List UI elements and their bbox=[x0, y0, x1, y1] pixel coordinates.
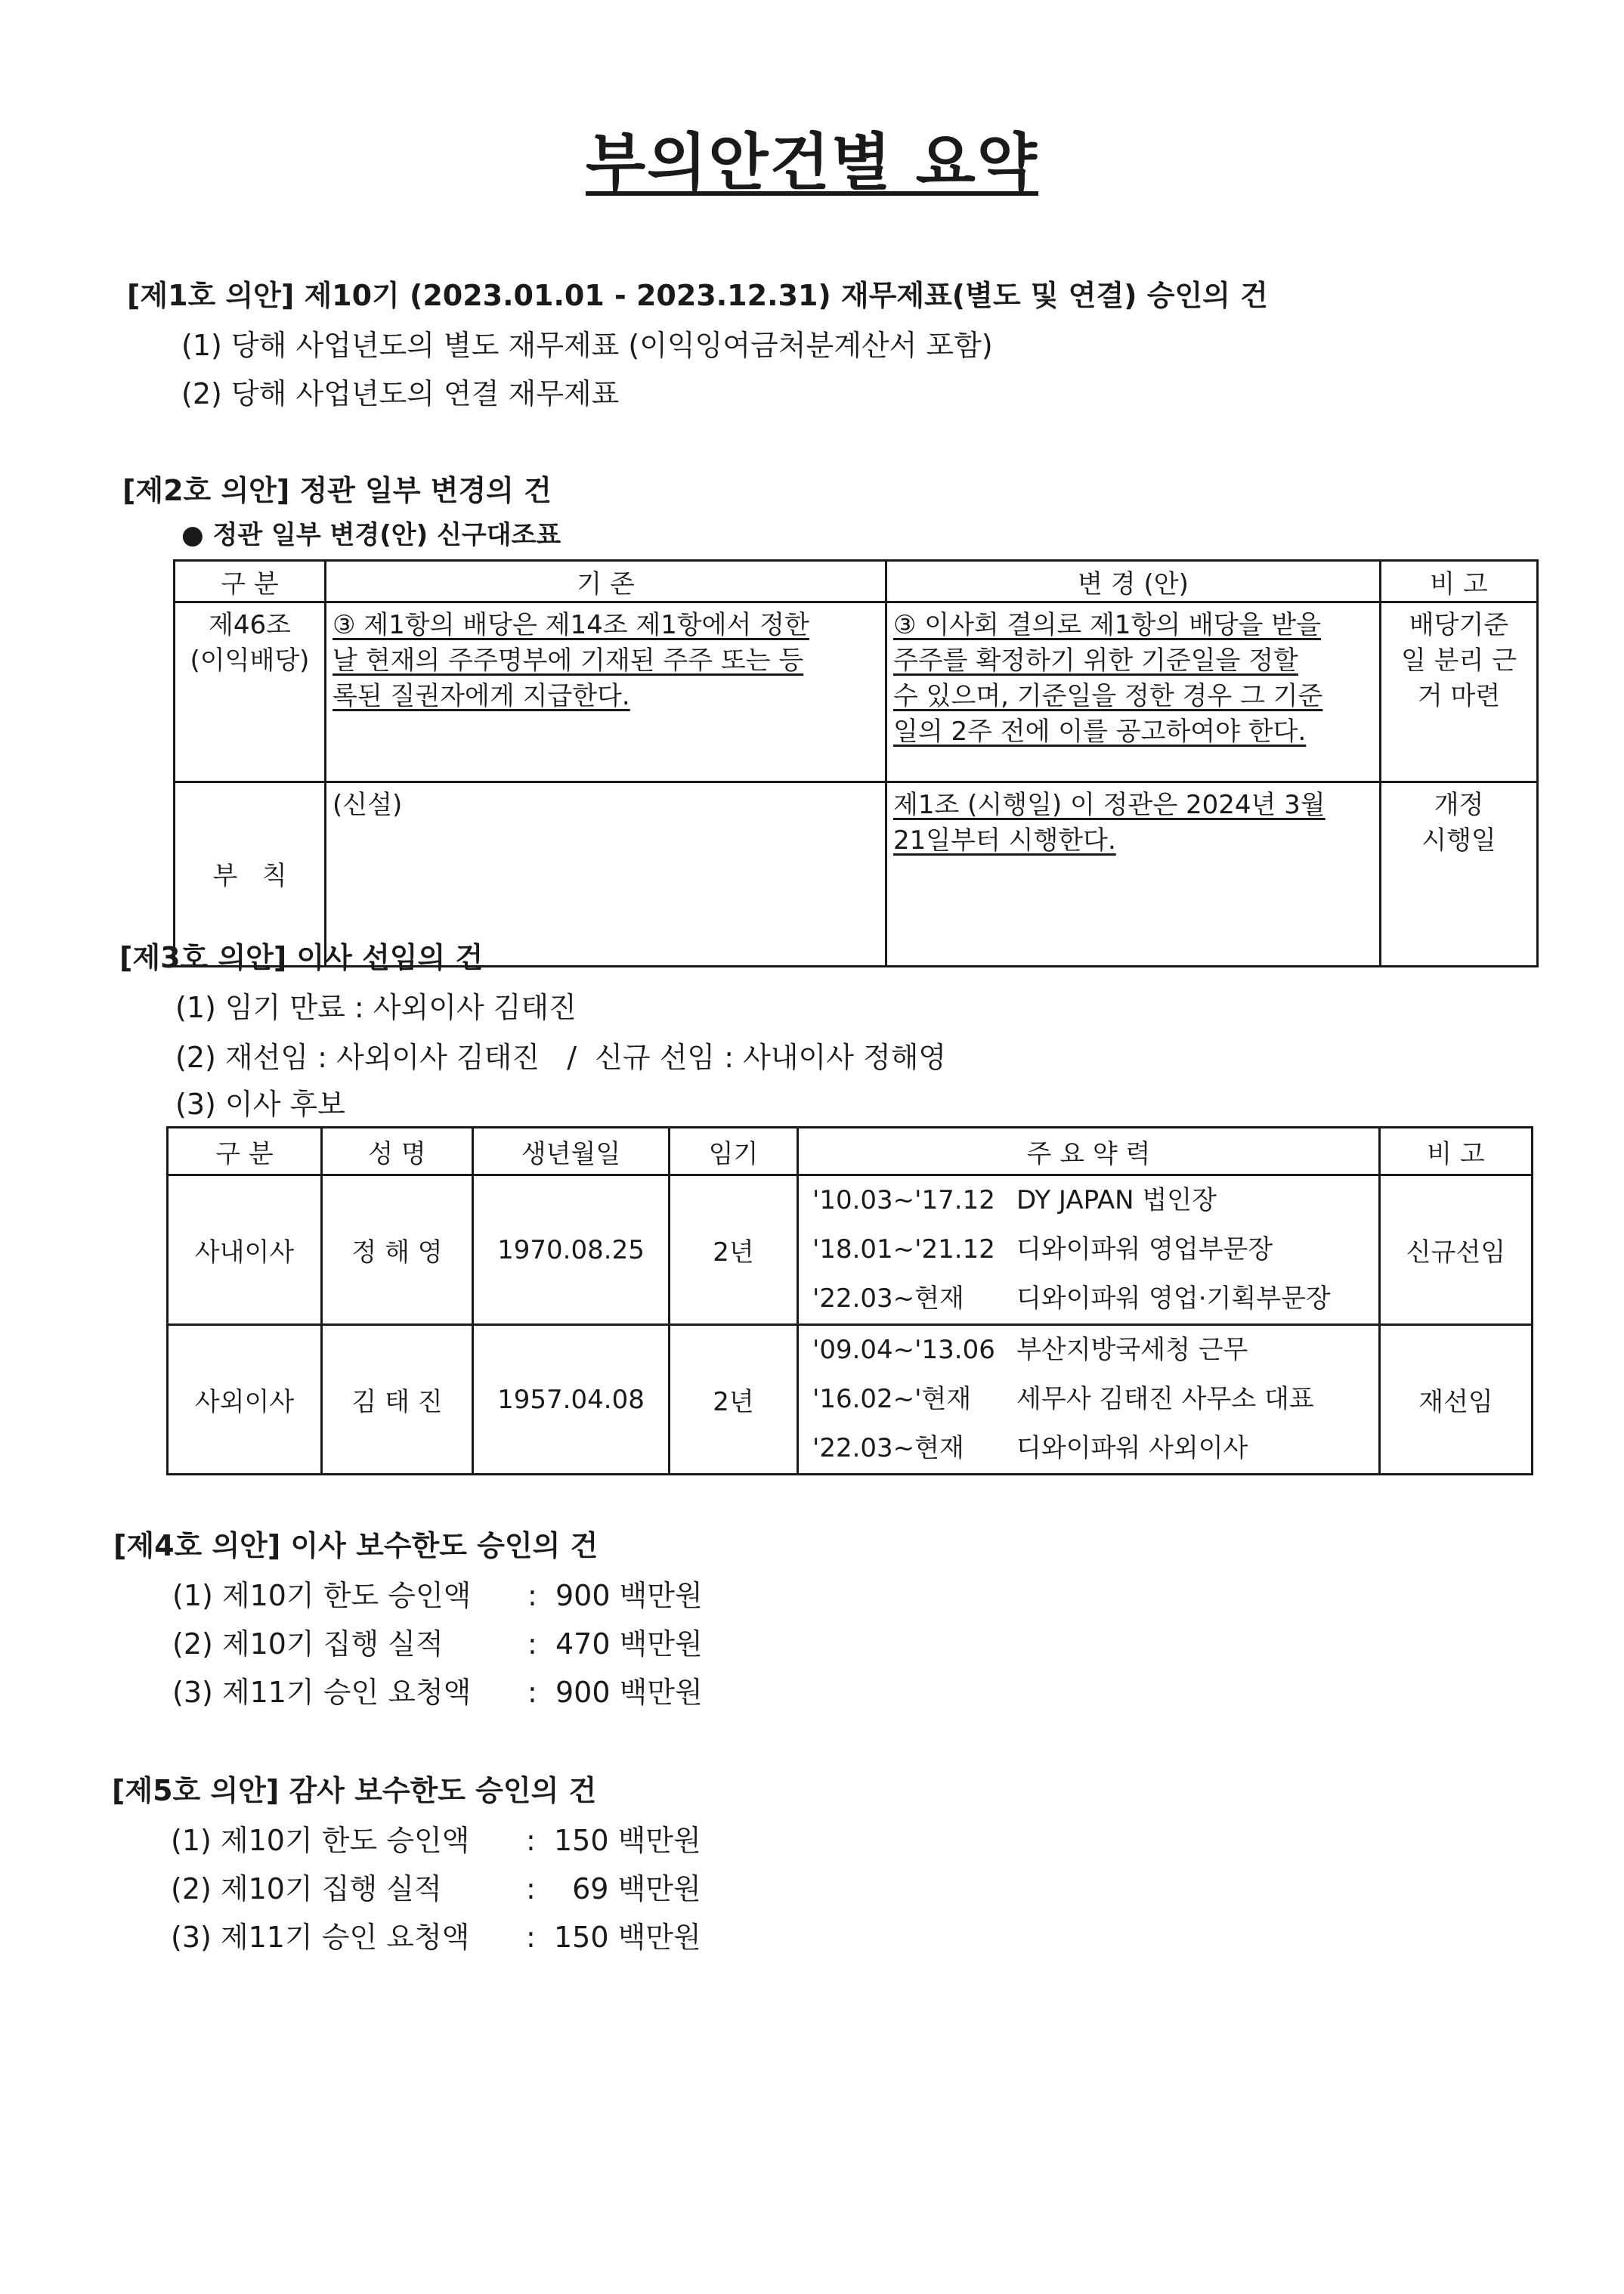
header-category: 구 분 bbox=[175, 561, 326, 602]
director-note: 신규선임 bbox=[1380, 1175, 1533, 1325]
change-line: 일의 2주 전에 이를 공고하여야 한다. bbox=[893, 717, 1307, 747]
item-label: (2) 제10기 집행 실적 bbox=[171, 1872, 442, 1905]
director-type: 사내이사 bbox=[168, 1175, 322, 1325]
director-career bbox=[798, 1175, 1380, 1325]
category-cell bbox=[175, 602, 326, 782]
agenda1-item-2: (2) 당해 사업년도의 연결 재무제표 bbox=[181, 377, 620, 410]
item-value: : 69 bbox=[526, 1872, 609, 1905]
table-header-row bbox=[168, 1128, 1533, 1175]
director-birth: 1957.04.08 bbox=[473, 1325, 670, 1475]
item-value: : 150 bbox=[526, 1824, 609, 1857]
item-label: (1) 제10기 한도 승인액 bbox=[172, 1579, 472, 1612]
change-line: ③ 이사회 결의로 제1항의 배당을 받을 bbox=[893, 610, 1321, 640]
career-desc: 부산지방국세청 근무 bbox=[1016, 1335, 1248, 1365]
existing-line: 록된 질권자에게 지급한다. bbox=[333, 681, 630, 711]
category-line: (이익배당) bbox=[190, 645, 310, 676]
table-row bbox=[175, 602, 1538, 782]
director-candidates-table bbox=[166, 1126, 1533, 1475]
header-birth: 생년월일 bbox=[473, 1128, 670, 1175]
note-line: 일 분리 근 bbox=[1401, 645, 1517, 676]
career-period: '22.03~현재 bbox=[812, 1433, 964, 1463]
item-unit: 백만원 bbox=[617, 1872, 701, 1905]
career-period: '10.03~'17.12 bbox=[812, 1185, 995, 1215]
agenda1-item-1: (1) 당해 사업년도의 별도 재무제표 (이익잉여금처분계산서 포함) bbox=[181, 329, 993, 362]
agenda2-subheading: ● 정관 일부 변경(안) 신구대조표 bbox=[181, 520, 561, 550]
director-career bbox=[798, 1325, 1380, 1475]
header-note: 비 고 bbox=[1380, 1128, 1533, 1175]
header-note: 비 고 bbox=[1381, 561, 1538, 602]
agenda5-item-1 bbox=[171, 1817, 701, 1859]
director-type: 사외이사 bbox=[168, 1325, 322, 1475]
career-line bbox=[812, 1375, 1378, 1424]
item-label: (2) 제10기 집행 실적 bbox=[172, 1627, 444, 1661]
header-change: 변 경 (안) bbox=[886, 561, 1381, 602]
career-period: '09.04~'13.06 bbox=[812, 1335, 995, 1365]
articles-amendment-table bbox=[173, 559, 1539, 967]
item-label: (1) 제10기 한도 승인액 bbox=[171, 1824, 470, 1857]
director-term: 2년 bbox=[670, 1175, 798, 1325]
item-unit: 백만원 bbox=[619, 1579, 703, 1612]
career-line bbox=[812, 1424, 1378, 1473]
note-line: 개정 bbox=[1434, 790, 1484, 820]
note-line: 시행일 bbox=[1421, 825, 1496, 856]
agenda1-heading: [제1호 의안] 제10기 (2023.01.01 - 2023.12.31) 재무제표(별도 및 연결) 승인의 건 bbox=[127, 279, 1268, 312]
career-line bbox=[812, 1274, 1378, 1323]
agenda2-heading: [제2호 의안] 정관 일부 변경의 건 bbox=[122, 474, 552, 507]
change-cell bbox=[886, 602, 1381, 782]
career-desc: 세무사 김태진 사무소 대표 bbox=[1016, 1384, 1314, 1414]
item-unit: 백만원 bbox=[617, 1824, 701, 1857]
note-cell bbox=[1381, 602, 1538, 782]
item-unit: 백만원 bbox=[619, 1676, 703, 1709]
agenda3-heading: [제3호 의안] 이사 선임의 건 bbox=[119, 941, 484, 974]
career-desc: 디와이파워 영업부문장 bbox=[1016, 1234, 1273, 1265]
agenda4-item-2 bbox=[172, 1621, 703, 1662]
agenda3-item-3: (3) 이사 후보 bbox=[175, 1088, 345, 1121]
change-line: 21일부터 시행한다. bbox=[893, 825, 1116, 856]
table-row bbox=[168, 1175, 1533, 1325]
director-name: 김 태 진 bbox=[322, 1325, 473, 1475]
career-line bbox=[812, 1326, 1378, 1375]
category-line: 부 칙 bbox=[212, 861, 287, 891]
career-period: '18.01~'21.12 bbox=[812, 1234, 995, 1265]
item-unit: 백만원 bbox=[617, 1921, 701, 1954]
header-existing: 기 존 bbox=[326, 561, 886, 602]
note-line: 배당기준 bbox=[1409, 610, 1509, 640]
item-label: (3) 제11기 승인 요청액 bbox=[172, 1676, 472, 1709]
table-row bbox=[168, 1325, 1533, 1475]
agenda3-item-2: (2) 재선임 : 사외이사 김태진 / 신규 선임 : 사내이사 정해영 bbox=[175, 1041, 947, 1074]
item-value: : 470 bbox=[527, 1627, 611, 1661]
director-term: 2년 bbox=[670, 1325, 798, 1475]
director-note: 재선임 bbox=[1380, 1325, 1533, 1475]
agenda5-item-2 bbox=[171, 1865, 701, 1907]
existing-cell bbox=[326, 602, 886, 782]
item-value: : 150 bbox=[526, 1921, 609, 1954]
agenda5-heading: [제5호 의안] 감사 보수한도 승인의 건 bbox=[112, 1774, 597, 1807]
page-title: 부의안건별 요약 bbox=[585, 127, 1039, 199]
career-desc: 디와이파워 사외이사 bbox=[1016, 1433, 1248, 1463]
director-name: 정 해 영 bbox=[322, 1175, 473, 1325]
agenda5-item-3 bbox=[171, 1914, 701, 1955]
existing-line: (신설) bbox=[333, 790, 403, 820]
director-birth: 1970.08.25 bbox=[473, 1175, 670, 1325]
agenda4-heading: [제4호 의안] 이사 보수한도 승인의 건 bbox=[113, 1529, 599, 1562]
header-term: 임기 bbox=[670, 1128, 798, 1175]
existing-line: ③ 제1항의 배당은 제14조 제1항에서 정한 bbox=[333, 610, 809, 640]
note-cell bbox=[1381, 782, 1538, 967]
header-career: 주 요 약 력 bbox=[798, 1128, 1380, 1175]
change-line: 제1조 (시행일) 이 정관은 2024년 3월 bbox=[893, 790, 1325, 820]
change-cell bbox=[886, 782, 1381, 967]
career-desc: 디와이파워 영업·기획부문장 bbox=[1016, 1283, 1331, 1314]
career-period: '22.03~현재 bbox=[812, 1283, 964, 1314]
career-line bbox=[812, 1225, 1378, 1274]
existing-line: 날 현재의 주주명부에 기재된 주주 또는 등 bbox=[333, 645, 804, 676]
agenda4-item-3 bbox=[172, 1669, 703, 1710]
item-value: : 900 bbox=[527, 1579, 611, 1612]
category-line: 제46조 bbox=[209, 610, 291, 640]
item-unit: 백만원 bbox=[619, 1627, 703, 1661]
header-type: 구 분 bbox=[168, 1128, 322, 1175]
career-period: '16.02~'현재 bbox=[812, 1384, 972, 1414]
change-line: 주주를 확정하기 위한 기준일을 정할 bbox=[893, 645, 1298, 676]
item-label: (3) 제11기 승인 요청액 bbox=[171, 1921, 470, 1954]
career-desc: DY JAPAN 법인장 bbox=[1016, 1185, 1217, 1215]
change-line: 수 있으며, 기준일을 정한 경우 그 기준 bbox=[893, 681, 1323, 711]
table-header-row bbox=[175, 561, 1538, 602]
note-line: 거 마련 bbox=[1417, 681, 1501, 711]
agenda3-item-1: (1) 임기 만료 : 사외이사 김태진 bbox=[175, 991, 577, 1024]
item-value: : 900 bbox=[527, 1676, 611, 1709]
header-name: 성 명 bbox=[322, 1128, 473, 1175]
agenda4-item-1 bbox=[172, 1572, 703, 1614]
career-line bbox=[812, 1176, 1378, 1225]
